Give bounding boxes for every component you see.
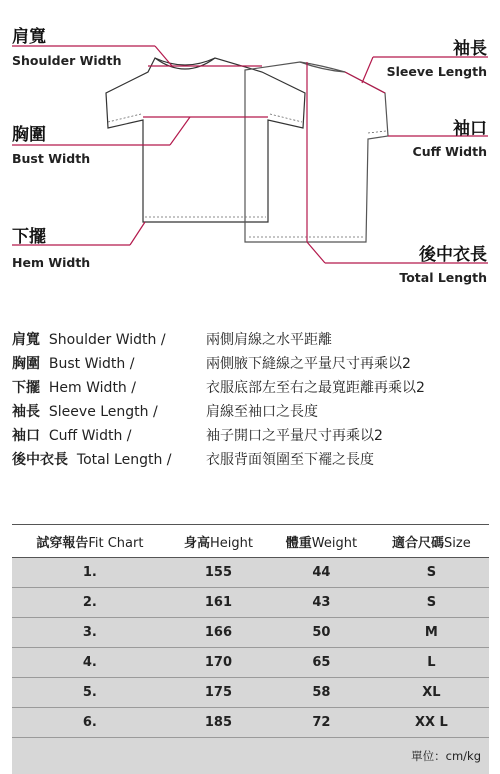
label-total-zh: 後中衣長 xyxy=(419,240,487,265)
definition-row: 下擺 Hem Width / xyxy=(12,377,136,397)
header-height: 身高Height xyxy=(168,525,269,558)
label-bust-en: Bust Width xyxy=(12,151,90,166)
unit-row xyxy=(12,738,489,774)
definition-row: 胸圍 Bust Width / xyxy=(12,353,134,373)
label-sleeve-zh: 袖長 xyxy=(453,34,487,59)
label-cuff-zh: 袖口 xyxy=(453,114,487,139)
label-cuff-en: Cuff Width xyxy=(413,144,487,159)
header-size: 適合尺碼Size xyxy=(374,525,489,558)
definition-desc: 衣服背面領圍至下襬之長度 xyxy=(206,449,374,469)
front-shirt-outline xyxy=(106,58,305,222)
back-shirt-outline xyxy=(245,62,388,242)
table-row: 5. 175 58 XL xyxy=(12,678,489,708)
label-bust-zh: 胸圍 xyxy=(12,120,46,145)
fit-chart-table xyxy=(12,524,489,774)
label-total-en: Total Length xyxy=(399,270,487,285)
table-row: 4. 170 65 L xyxy=(12,648,489,678)
definition-row: 袖口 Cuff Width / xyxy=(12,425,132,445)
label-hem-zh: 下擺 xyxy=(12,222,46,247)
fit-chart-header xyxy=(12,525,489,558)
label-shoulder-en: Shoulder Width xyxy=(12,53,122,68)
definition-desc: 肩線至袖口之長度 xyxy=(206,401,318,421)
table-row: 1. 155 44 S xyxy=(12,558,489,588)
label-hem-en: Hem Width xyxy=(12,255,90,270)
table-row: 6. 185 72 XX L xyxy=(12,708,489,738)
header-fit-chart: 試穿報告Fit Chart xyxy=(12,525,168,558)
front-collar xyxy=(155,58,215,69)
definition-desc: 兩側腋下縫線之平量尺寸再乘以2 xyxy=(206,353,411,373)
definition-desc: 袖子開口之平量尺寸再乘以2 xyxy=(206,425,383,445)
unit-note: 單位：cm/kg xyxy=(12,738,489,774)
definition-row: 袖長 Sleeve Length / xyxy=(12,401,158,421)
header-weight: 體重Weight xyxy=(269,525,374,558)
label-sleeve-en: Sleeve Length xyxy=(387,64,487,79)
definition-desc: 兩側肩線之水平距離 xyxy=(206,329,332,349)
definition-desc: 衣服底部左至右之最寬距離再乘以2 xyxy=(206,377,425,397)
table-row: 2. 161 43 S xyxy=(12,588,489,618)
definition-row: 肩寬 Shoulder Width / xyxy=(12,329,166,349)
label-shoulder-zh: 肩寬 xyxy=(12,22,46,47)
table-row: 3. 166 50 M xyxy=(12,618,489,648)
definition-row: 後中衣長 Total Length / xyxy=(12,449,172,469)
